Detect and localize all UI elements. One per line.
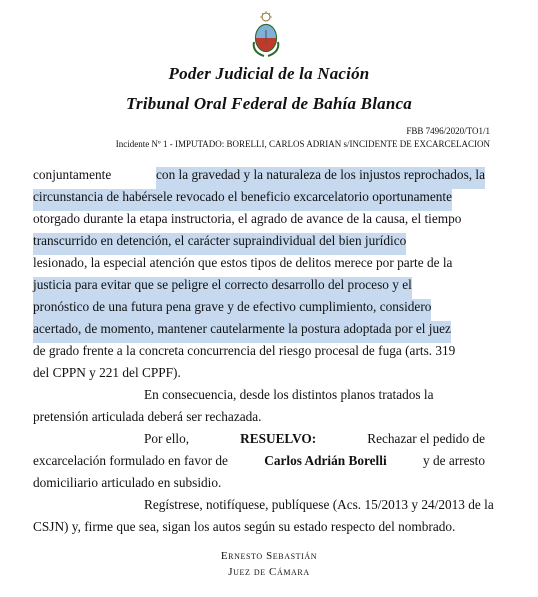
body-line-8: acertado, de momento, mantener cautelarmente la postura adoptada por el juez (33, 321, 485, 341)
body-line-6: justicia para evitar que se peligre el correcto desarrollo del proceso y el (33, 277, 485, 297)
body-line-5: lesionado, la especial atención que estos tipos de delitos merece por parte de la (33, 255, 453, 270)
paragraph-3-line-2: excarcelación formulado en favor de Carlos Adrián Borelli y de arresto (33, 453, 485, 468)
signature-name: Ernesto Sebastián (220, 550, 318, 562)
file-reference: FBB 7496/2020/TO1/1 (406, 126, 490, 136)
body-line-10: del CPPN y 221 del CPPF). (33, 365, 181, 380)
paragraph-3-line-1: Por ello, RESUELVO: Rechazar el pedido de (144, 431, 485, 446)
body-line-1: conjuntamente con la gravedad y la naturaleza de los injustos reprochados, la (33, 167, 485, 187)
tribunal-name: Tribunal Oral Federal de Bahía Blanca (126, 94, 412, 113)
body-line-2: circunstancia de habérsele revocado el beneficio excarcelatorio oportunamente (33, 189, 485, 209)
paragraph-2-line-2: pretensión articulada deberá ser rechazada. (33, 409, 262, 424)
signature-title: Juez de Cámara (228, 566, 310, 578)
paragraph-4-line-1: Regístrese, notifíquese, publíquese (Acs. 15/2013 y 24/2013 de la (144, 497, 494, 512)
paragraph-3-line-3: domiciliario articulado en subsidio. (33, 475, 222, 490)
court-name: Poder Judicial de la Nación (168, 64, 370, 83)
body-line-3: otorgado durante la etapa instructoria, el agrado de avance de la causa, el tiempo (33, 211, 462, 226)
body-line-7: pronóstico de una futura pena grave y de efectivo cumplimiento, considero (33, 299, 485, 319)
body-line-4: transcurrido en detención, el carácter supraindividual del bien jurídico (33, 233, 485, 253)
body-line-9: de grado frente a la concreta concurrencia del riesgo procesal de fuga (arts. 319 (33, 343, 456, 358)
case-caption: Incidente Nº 1 - IMPUTADO: BORELLI, CARLOS ADRIAN s/INCIDENTE DE EXCARCELACION (115, 139, 490, 149)
paragraph-2-line-1: En consecuencia, desde los distintos planos tratados la (144, 387, 434, 402)
paragraph-4-line-2: CSJN) y, firme que sea, sigan los autos según su estado respecto del nombrado. (33, 519, 456, 534)
national-coat-of-arms-icon (246, 10, 286, 60)
